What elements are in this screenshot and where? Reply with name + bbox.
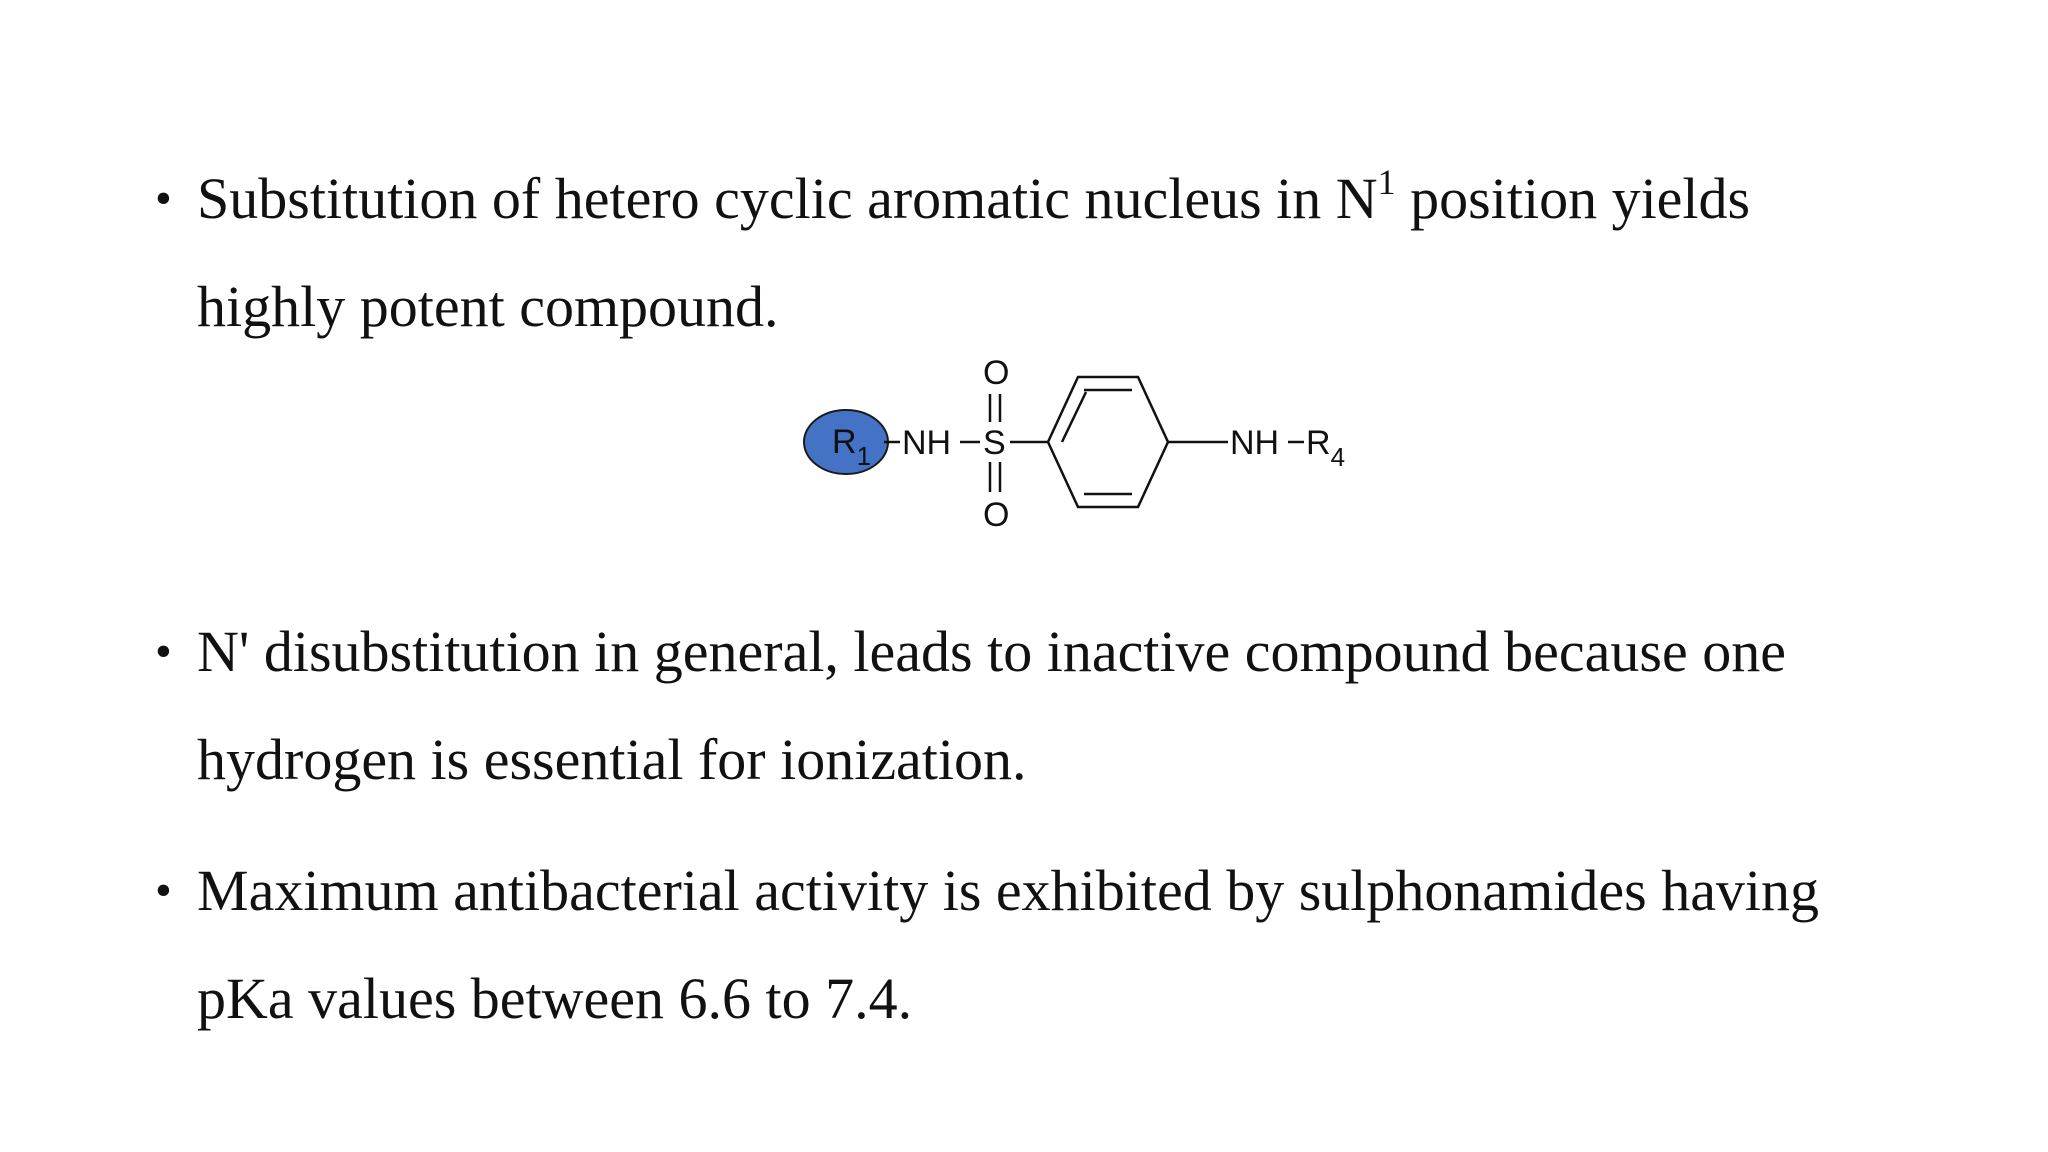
bullet-marker: • (155, 625, 172, 678)
oxygen-top-label: O (983, 354, 1010, 392)
bullet-text (197, 598, 1957, 814)
r4-label: $R_4$ (1306, 424, 1346, 472)
bullet-line: Maximum antibacterial activity is exhibited by sulphonamides having (197, 858, 1820, 923)
bullet-line: highly potent compound. (197, 274, 779, 339)
bullet-line: N' disubstitution in general, leads to inactive compound because one (197, 619, 1786, 684)
benzene-ring (1048, 377, 1168, 507)
bullet-line: hydrogen is essential for ionization. (197, 727, 1027, 792)
bullet-line (197, 145, 1957, 253)
r1-label: $R_1$ (832, 423, 872, 471)
bullet-text (197, 837, 1957, 1053)
oxygen-bottom-label: O (983, 496, 1010, 534)
sulfur-label: S (983, 424, 1006, 462)
bullet-line: pKa values between 6.6 to 7.4. (197, 966, 913, 1031)
bullet-marker: • (155, 864, 172, 917)
aromatic-bond (1062, 392, 1086, 442)
bullet-text (197, 145, 1957, 361)
superscript: 1 (1377, 161, 1396, 202)
nh-label-1: NH (902, 424, 952, 462)
text-segment: Substitution of hetero cyclic aromatic nucleus in N (197, 166, 1378, 231)
text-segment: position yields (1395, 166, 1751, 231)
bullet-marker: • (155, 172, 172, 225)
nh-label-2: NH (1230, 424, 1280, 462)
sulfonamide-structure (800, 350, 1440, 540)
